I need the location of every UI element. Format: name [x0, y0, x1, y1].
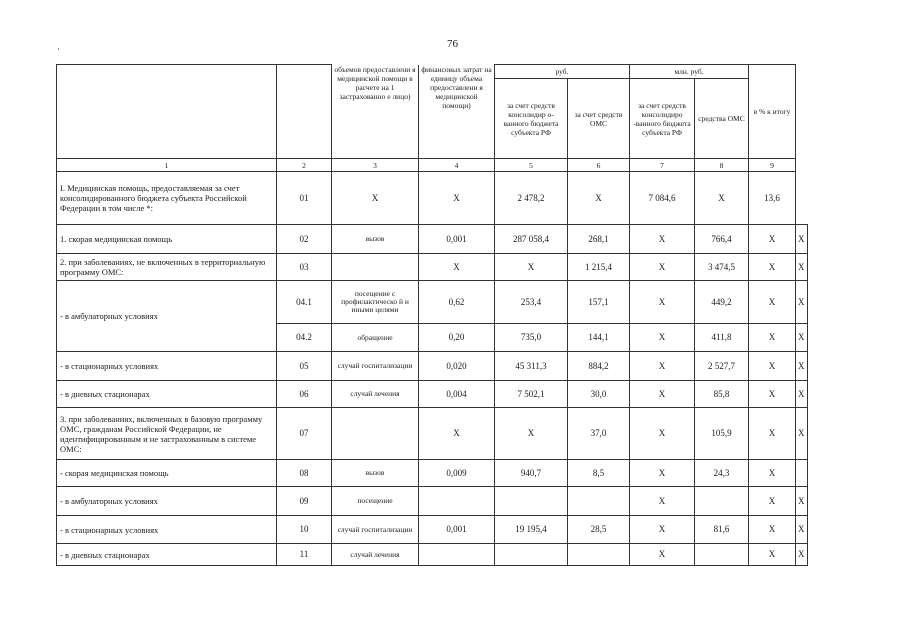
row-value: Х [796, 544, 808, 566]
header-oms-rub: за счет средств ОМС [568, 79, 630, 159]
header-unit-cell [277, 65, 332, 159]
col-index: 5 [495, 159, 568, 172]
row-value: 735,0 [495, 324, 568, 352]
row-unit: посещение с профилактическо й и иными целями [332, 281, 419, 324]
row-unit [332, 408, 419, 460]
row-value: 0,001 [419, 516, 495, 544]
row-value: Х [749, 225, 796, 254]
table-row [57, 281, 808, 324]
row-unit: посещение [332, 487, 419, 516]
table-row [57, 544, 808, 566]
row-value: 81,6 [695, 516, 749, 544]
row-code: 07 [277, 408, 332, 460]
row-value: Х [749, 324, 796, 352]
row-unit: случай лечения [332, 544, 419, 566]
row-code: 09 [277, 487, 332, 516]
row-value: Х [749, 487, 796, 516]
row-value: Х [749, 460, 796, 487]
row-value [495, 544, 568, 566]
table-row [57, 487, 808, 516]
row-value: Х [796, 254, 808, 281]
row-unit: вызов [332, 460, 419, 487]
row-value: 8,5 [568, 460, 630, 487]
row-value: 30,0 [568, 381, 630, 408]
row-value [695, 487, 749, 516]
header-cost-cell: финансовых затрат на единицу объема предоставлени я медицинской помощи) [419, 65, 495, 159]
row-value: 2 527,7 [695, 352, 749, 381]
row-value: Х [749, 254, 796, 281]
header-budget-mln: за счет средств консолидиро -ванного бюджета субъекта РФ [630, 79, 695, 159]
row-unit: случай лечения [332, 381, 419, 408]
row-value: 268,1 [568, 225, 630, 254]
row-value: Х [695, 172, 749, 225]
row-value: 1 215,4 [568, 254, 630, 281]
financing-table [56, 64, 808, 566]
row-value: Х [630, 352, 695, 381]
table-row [57, 254, 808, 281]
row-value: 28,5 [568, 516, 630, 544]
row-code: 04.1 [277, 281, 332, 324]
row-value: 105,9 [695, 408, 749, 460]
header-volume-cell: объемов предоставлени я медицинской помощи в расчете на 1 застрахованно е лицо) [332, 65, 419, 159]
row-code: 08 [277, 460, 332, 487]
row-value: Х [749, 408, 796, 460]
table-row [57, 352, 808, 381]
table-row [57, 225, 808, 254]
row-value: Х [796, 225, 808, 254]
row-unit: вызов [332, 225, 419, 254]
row-value: 85,8 [695, 381, 749, 408]
row-name: 1. скорая медицинская помощь [57, 225, 277, 254]
table-row [57, 381, 808, 408]
row-value: Х [630, 544, 695, 566]
row-value: 449,2 [695, 281, 749, 324]
row-value: 0,009 [419, 460, 495, 487]
table-row [57, 460, 808, 487]
row-value: Х [796, 516, 808, 544]
row-unit: обращение [332, 324, 419, 352]
table-row [57, 516, 808, 544]
header-mln-rub: млн. руб. [630, 65, 749, 79]
table-row [57, 408, 808, 460]
row-value: Х [630, 487, 695, 516]
row-code: 01 [277, 172, 332, 225]
col-index: 8 [695, 159, 749, 172]
column-index-row [57, 159, 808, 172]
row-value: Х [630, 460, 695, 487]
row-value [568, 544, 630, 566]
header-rub: руб. [495, 65, 630, 79]
col-index: 7 [630, 159, 695, 172]
row-value: 940,7 [495, 460, 568, 487]
header-name-cell [57, 65, 277, 159]
row-value: Х [495, 254, 568, 281]
row-value: 19 195,4 [495, 516, 568, 544]
row-value: Х [630, 516, 695, 544]
row-code: 06 [277, 381, 332, 408]
col-index: 2 [277, 159, 332, 172]
row-value: 157,1 [568, 281, 630, 324]
row-value: 2 478,2 [495, 172, 568, 225]
row-code: 05 [277, 352, 332, 381]
row-value: Х [796, 352, 808, 381]
col-index: 6 [568, 159, 630, 172]
row-name: 3. при заболеваниях, включенных в базовую программу ОМС, гражданам Российской Федерации, не идентифицированным и не застрахованным в системе ОМС: [57, 408, 277, 460]
row-value: 37,0 [568, 408, 630, 460]
row-value: 253,4 [495, 281, 568, 324]
row-value: Х [796, 381, 808, 408]
row-unit: случай госпитализации [332, 516, 419, 544]
col-index: 4 [419, 159, 495, 172]
row-value [495, 487, 568, 516]
row-code: 03 [277, 254, 332, 281]
row-value: Х [630, 324, 695, 352]
row-value: 144,1 [568, 324, 630, 352]
row-value [419, 544, 495, 566]
header-budget-rub: за счет средств консолидир о-ванного бюджета субъекта РФ [495, 79, 568, 159]
row-name: - в амбулаторных условиях [57, 281, 277, 352]
row-code: 02 [277, 225, 332, 254]
row-name: 2. при заболеваниях, не включенных в территориальную программу ОМС: [57, 254, 277, 281]
row-value: Х [796, 408, 808, 460]
table-row [57, 172, 808, 225]
row-value [568, 487, 630, 516]
row-value: Х [630, 381, 695, 408]
row-value: Х [419, 408, 495, 460]
row-value: 884,2 [568, 352, 630, 381]
row-value: Х [796, 281, 808, 324]
row-value: Х [749, 281, 796, 324]
row-value: Х [495, 408, 568, 460]
row-name: - в стационарных условиях [57, 516, 277, 544]
row-value: Х [630, 281, 695, 324]
row-value: 3 474,5 [695, 254, 749, 281]
row-value: 24,3 [695, 460, 749, 487]
row-value: 0,62 [419, 281, 495, 324]
row-value: 13,6 [749, 172, 796, 225]
row-value: 766,4 [695, 225, 749, 254]
row-value: Х [796, 324, 808, 352]
row-value [695, 544, 749, 566]
row-name: I. Медицинская помощь, предоставляемая за счет консолидированного бюджета субъекта Российской Федерации в том числе *: [57, 172, 277, 225]
row-value: Х [749, 352, 796, 381]
row-unit: случай госпитализации [332, 352, 419, 381]
row-value [419, 487, 495, 516]
header-oms-mln: средства ОМС [695, 79, 749, 159]
row-value: Х [630, 225, 695, 254]
scan-mark [58, 48, 59, 50]
row-value: 411,8 [695, 324, 749, 352]
col-index: 3 [332, 159, 419, 172]
row-value: Х [796, 487, 808, 516]
row-code: 04.2 [277, 324, 332, 352]
row-value: Х [419, 254, 495, 281]
header-percent: в % к итогу [749, 65, 796, 159]
row-name: - скорая медицинская помощь [57, 460, 277, 487]
row-value: 287 058,4 [495, 225, 568, 254]
row-value: 7 084,6 [630, 172, 695, 225]
row-value: 0,001 [419, 225, 495, 254]
row-value: 45 311,3 [495, 352, 568, 381]
row-name: - в дневных стационарах [57, 381, 277, 408]
row-value: Х [332, 172, 419, 225]
row-name: - в дневных стационарах [57, 544, 277, 566]
page-number: 76 [447, 38, 458, 50]
row-value: 0,20 [419, 324, 495, 352]
row-value: Х [419, 172, 495, 225]
row-value: Х [749, 516, 796, 544]
row-name: - в амбулаторных условиях [57, 487, 277, 516]
row-value: Х [630, 408, 695, 460]
row-code: 10 [277, 516, 332, 544]
row-name: - в стационарных условиях [57, 352, 277, 381]
row-code: 11 [277, 544, 332, 566]
row-value: Х [749, 544, 796, 566]
row-value: Х [630, 254, 695, 281]
row-value: 0,004 [419, 381, 495, 408]
col-index: 9 [749, 159, 796, 172]
row-value: Х [749, 381, 796, 408]
row-value [796, 460, 808, 487]
row-unit [332, 254, 419, 281]
row-value: Х [568, 172, 630, 225]
col-index: 1 [57, 159, 277, 172]
row-value: 7 502,1 [495, 381, 568, 408]
row-value: 0,020 [419, 352, 495, 381]
